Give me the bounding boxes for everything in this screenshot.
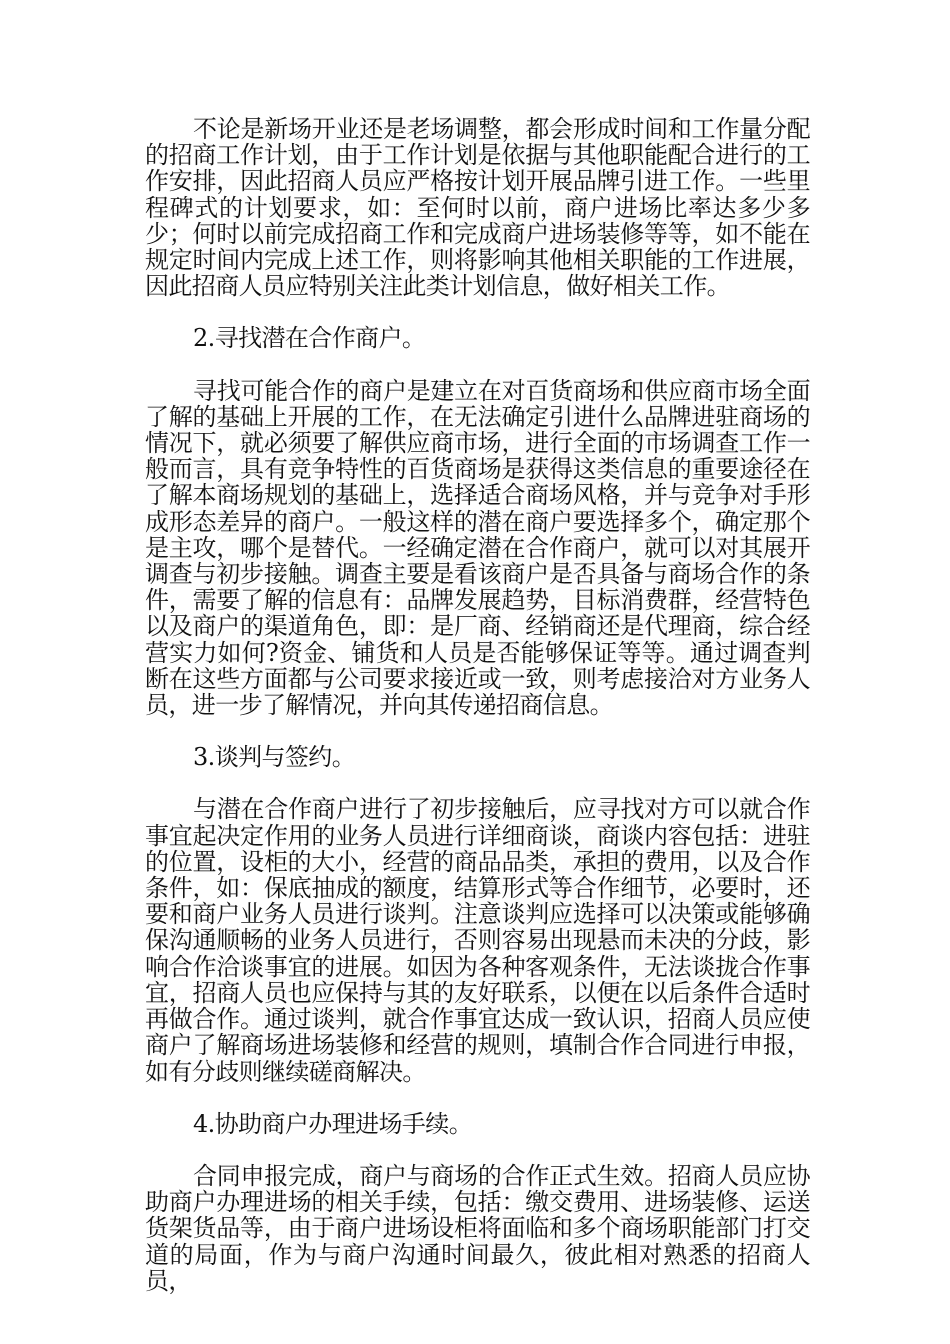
document-body xyxy=(145,116,810,1320)
paragraph-find-partners: 寻找可能合作的商户是建立在对百货商场和供应商市场全面了解的基础上开展的工作，在无法确定引进什么品牌进驻商场的情况下，就必须要了解供应商市场，进行全面的市场调查工作一般而言，具有竞争特性的百货商场是获得这类信息的重要途径在了解本商场规划的基础上，选择适合商场风格，并与竞争对手形成形态差异的商户。一般这样的潜在商户要选择多个，确定那个是主攻，哪个是替代。一经确定潜在合作商户，就可以对其展开调查与初步接触。调查主要是看该商户是否具备与商场合作的条件，需要了解的信息有：品牌发展趋势，目标消费群，经营特色以及商户的渠道角色，即：是厂商、经销商还是代理商，综合经营实力如何?资金、铺货和人员是否能够保证等等。通过调查判断在这些方面都与公司要求接近或一致，则考虑接洽对方业务人员，进一步了解情况，并向其传递招商信息。 xyxy=(145,376,810,720)
paragraph-entry-procedures: 合同申报完成，商户与商场的合作正式生效。招商人员应协助商户办理进场的相关手续，包括：缴交费用、进场装修、运送货架货品等，由于商户进场设柜将面临和多个商场职能部门打交道的局面，作为与商户沟通时间最久，彼此相对熟悉的招商人员， xyxy=(145,1161,810,1295)
paragraph-negotiation: 与潜在合作商户进行了初步接触后，应寻找对方可以就合作事宜起决定作用的业务人员进行详细商谈，商谈内容包括：进驻的位置，设柜的大小，经营的商品品类，承担的费用，以及合作条件，如：保底抽成的额度，结算形式等合作细节，必要时，还要和商户业务人员进行谈判。注意谈判应选择可以决策或能够确保沟通顺畅的业务人员进行，否则容易出现悬而未决的分歧，影响合作洽谈事宜的进展。如因为各种客观条件，无法谈拢合作事宜，招商人员也应保持与其的友好联系，以便在以后条件合适时再做合作。通过谈判，就合作事宜达成一致认识，招商人员应使商户了解商场进场装修和经营的规则，填制合作合同进行申报，如有分歧则继续磋商解决。 xyxy=(145,795,810,1086)
section-heading-find-partners: 2.寻找潜在合作商户。 xyxy=(193,324,426,353)
paragraph-plan-requirements: 不论是新场开业还是老场调整，都会形成时间和工作量分配的招商工作计划，由于工作计划是依据与其他职能配合进行的工作安排，因此招商人员应严格按计划开展品牌引进工作。一些里程碑式的计划要求，如：至何时以前，商户进场比率达多少多少；何时以前完成招商工作和完成商户进场装修等等，如不能在规定时间内完成上述工作，则将影响其他相关职能的工作进展，因此招商人员应特别关注此类计划信息，做好相关工作。 xyxy=(145,115,810,301)
section-heading-negotiation: 3.谈判与签约。 xyxy=(193,743,356,772)
section-heading-entry-procedures: 4.协助商户办理进场手续。 xyxy=(193,1109,473,1138)
